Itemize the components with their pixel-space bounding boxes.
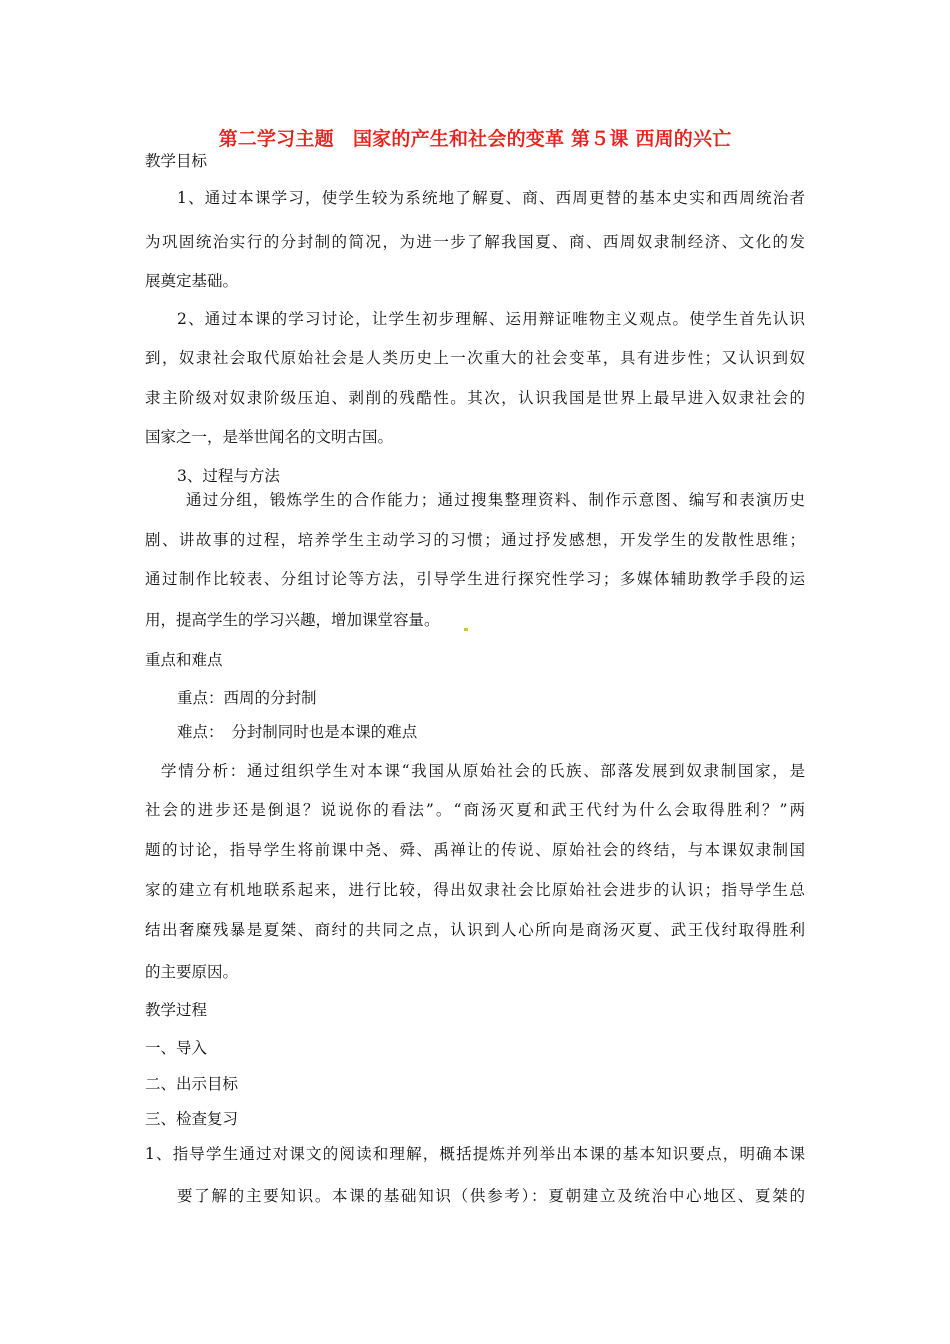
paragraph-line: 剧、讲故事的过程，培养学生主动学习的习惯；通过抒发感想，开发学生的发散性思维； xyxy=(145,531,805,549)
paragraph-line: 为巩固统治实行的分封制的简况，为进一步了解我国夏、商、西周奴隶制经济、文化的发 xyxy=(145,233,805,251)
key-point-line: 重点：西周的分封制 xyxy=(177,689,317,707)
heading-teaching-process: 教学过程 xyxy=(145,1001,208,1019)
paragraph-line: 题的讨论，指导学生将前课中尧、舜、禹禅让的传说、原始社会的终结，与本课奴隶制国 xyxy=(145,841,805,859)
paragraph-line: 国家之一，是举世闻名的文明古国。 xyxy=(145,428,394,446)
subheading-process-method: 3、过程与方法 xyxy=(177,467,280,485)
paragraph-line: 结出奢糜残暴是夏桀、商纣的共同之点，认识到人心所向是商汤灭夏、武王伐纣取得胜利 xyxy=(145,921,805,939)
heading-key-points: 重点和难点 xyxy=(145,651,223,669)
document-title: 第二学习主题 国家的产生和社会的变革 第５课 西周的兴亡 xyxy=(218,128,732,150)
paragraph-line: 到，奴隶社会取代原始社会是人类历史上一次重大的社会变革，具有进步性；又认识到奴 xyxy=(145,349,805,367)
paragraph-line: 1、通过本课学习，使学生较为系统地了解夏、商、西周更替的基本史实和西周统治者 xyxy=(177,189,805,207)
paragraph-line: 家的建立有机地联系起来，进行比较，得出奴隶社会比原始社会进步的认识；指导学生总 xyxy=(145,881,805,899)
paragraph-line: 通过制作比较表、分组讨论等方法，引导学生进行探究性学习；多媒体辅助教学手段的运 xyxy=(145,570,805,588)
paragraph-line: 用，提高学生的学习兴趣，增加课堂容量。 xyxy=(145,611,440,629)
paragraph-line: 通过分组，锻炼学生的合作能力；通过搜集整理资料、制作示意图、编写和表演历史 xyxy=(186,491,805,509)
paragraph-line: 社会的进步还是倒退？说说你的看法”。“商汤灭夏和武王代纣为什么会取得胜利？”两 xyxy=(145,801,805,819)
paragraph-line: 要了解的主要知识。本课的基础知识（供参考）：夏朝建立及统治中心地区、夏桀的 xyxy=(177,1187,805,1205)
paragraph-line: 2、通过本课的学习讨论，让学生初步理解、运用辩证唯物主义观点。使学生首先认识 xyxy=(177,310,805,328)
paragraph-line: 隶主阶级对奴隶阶级压迫、剥削的残酷性。其次，认识我国是世界上最早进入奴隶社会的 xyxy=(145,389,805,407)
heading-teaching-goals: 教学目标 xyxy=(145,152,208,170)
section-heading: 一、导入 xyxy=(145,1039,208,1057)
paragraph-line: 展奠定基础。 xyxy=(145,272,239,290)
paragraph-line: 学情分析：通过组织学生对本课“我国从原始社会的氏族、部落发展到奴隶制国家，是 xyxy=(161,762,805,780)
section-heading: 三、检查复习 xyxy=(145,1110,239,1128)
section-heading: 二、出示目标 xyxy=(145,1075,239,1093)
paragraph-line: 1、指导学生通过对课文的阅读和理解，概括提炼并列举出本课的基本知识要点，明确本课 xyxy=(145,1145,805,1163)
paragraph-line: 的主要原因。 xyxy=(145,963,239,981)
difficulty-line: 难点： 分封制同时也是本课的难点 xyxy=(177,723,418,741)
stray-mark xyxy=(464,628,468,631)
